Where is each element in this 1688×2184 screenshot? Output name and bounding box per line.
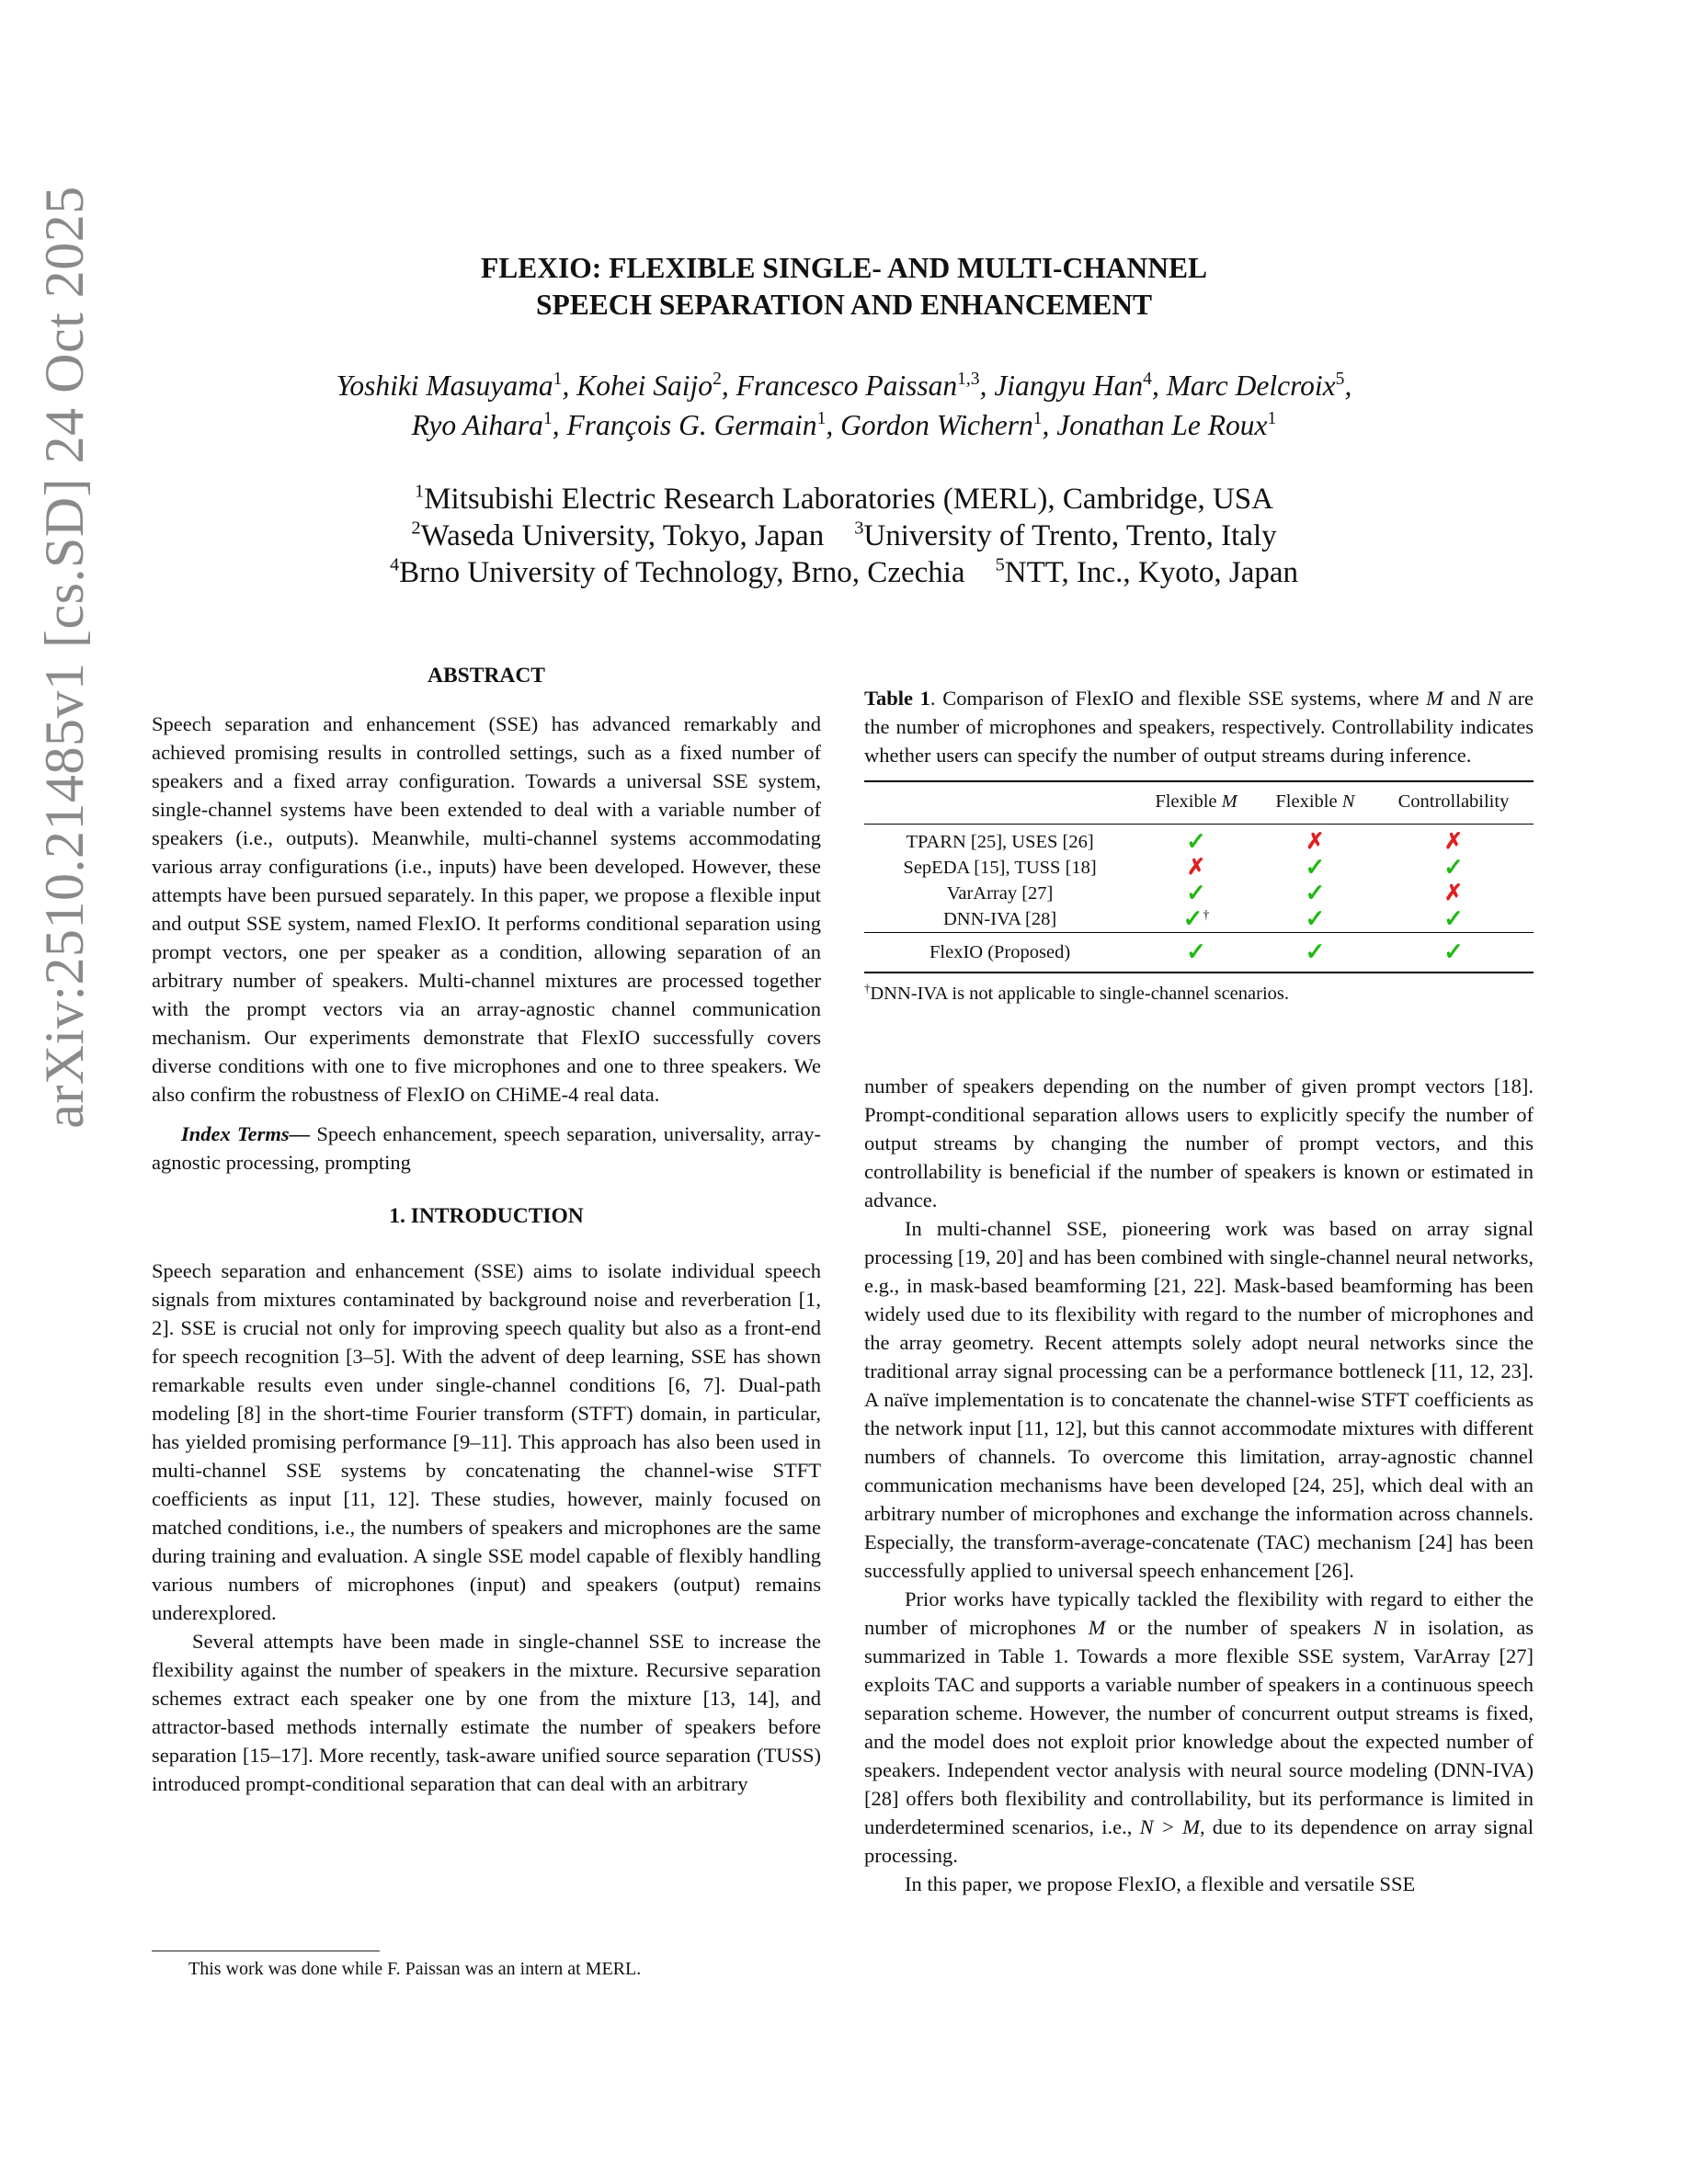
method-name: VarArray [27] (946, 883, 1054, 904)
affiliation-list (184, 481, 1504, 591)
arxiv-identifier: arXiv:2510.21485v1 [cs.SD] 24 Oct 2025 (34, 186, 95, 1129)
check-mark (1257, 906, 1374, 933)
method-name: FlexIO (Proposed) (930, 942, 1071, 962)
paragraph-text: , due to its dependence on array signal processing. (864, 1815, 1534, 1867)
abstract-heading: ABSTRACT (428, 664, 545, 688)
check-mark: ✓ (1443, 938, 1464, 965)
check-mark (1135, 906, 1257, 933)
caption-text: are the number of microphones and speakers, respectively. Controllability indicates whether users can specify the number of output streams during inference. (864, 687, 1534, 767)
author-affiliation-mark: 1 (1032, 408, 1043, 428)
separator: , (562, 370, 577, 402)
header-text: Flexible (1155, 791, 1222, 812)
method-name: TPARN [25], USES [26] (906, 832, 1094, 852)
table-header-row (864, 781, 1534, 825)
separator: , (979, 370, 995, 402)
check-mark (1135, 825, 1257, 856)
mark-symbol: ✓ (1182, 905, 1203, 932)
paragraph-text: Prior works have typically tackled the flexibility with regard to either the number of microphones (864, 1587, 1534, 1639)
separator: , (826, 409, 841, 441)
dagger-mark: † (1203, 908, 1210, 923)
table-row-proposed (864, 933, 1534, 973)
header-text: Flexible (1275, 791, 1342, 812)
table-caption (864, 684, 1534, 769)
author-affiliation-mark: 4 (1143, 369, 1152, 389)
header-flexible-m (1135, 781, 1257, 825)
author-affiliation-mark: 1 (1267, 408, 1277, 428)
check-mark (1257, 881, 1374, 906)
affiliation: Waseda University, Tokyo, Japan (420, 519, 825, 552)
title-line-2: SPEECH SEPARATION AND ENHANCEMENT (535, 289, 1153, 321)
header-controllability: Controllability (1397, 791, 1510, 812)
cross-mark (1374, 881, 1534, 906)
caption-var: M (1426, 687, 1443, 710)
footnote: This work was done while F. Paissan was an intern at MERL. (188, 1959, 642, 1979)
introduction-heading: 1. INTRODUCTION (389, 1204, 584, 1228)
author-affiliation-mark: 1 (553, 369, 563, 389)
author: Marc Delcroix (1166, 370, 1336, 402)
table-row (864, 855, 1534, 881)
table-note-text: DNN-IVA is not applicable to single-channel scenarios. (870, 984, 1289, 1004)
intro-paragraph-1: Speech separation and enhancement (SSE) aims to isolate individual speech signals from mixtures contaminated by background noise and reverberation [1, 2]. SSE is crucial not only for improving speech quality but also as a front-end for speech recognition [3–5]. With the advent of deep learning, SSE has shown remarkable results even under single-channel conditions [6, 7]. Dual-path modeling [8] in the short-time Fourier transform (STFT) domain, in particular, has yielded promising performance [9–11]. This approach has also been used in multi-channel SSE systems by concatenating the channel-wise STFT coefficients as input [11, 12]. These studies, however, mainly focused on matched conditions, i.e., the numbers of speakers and microphones are the same during training and evaluation. A single SSE model capable of flexibly handling various numbers of microphones (input) and speakers (output) remains underexplored. (152, 1259, 821, 1624)
intro-paragraph-2: Several attempts have been made in single-channel SSE to increase the flexibility against the number of speakers in the mixture. Recursive separation schemes extract each speaker one by one from the mixture [13, 14], and attractor-based methods internally estimate the number of speakers before separation [15–17]. More recently, task-aware unified source separation (TUSS) introduced prompt-conditional separation that can deal with an arbitrary (152, 1630, 821, 1795)
mark-symbol: ✓ (1443, 905, 1464, 932)
mark-symbol: ✓ (1305, 880, 1326, 906)
author: Kohei Saijo (576, 370, 713, 402)
affiliation: Mitsubishi Electric Research Laboratories (MERL), Cambridge, USA (424, 483, 1273, 516)
affiliation-number: 1 (415, 481, 425, 502)
table-proposed (864, 933, 1534, 973)
affiliation-line-2 (184, 518, 1504, 554)
table-caption-label: Table 1 (864, 687, 930, 710)
cross-mark (1257, 825, 1374, 856)
table-body (864, 825, 1534, 933)
author-affiliation-mark: 1 (542, 408, 553, 428)
separator: , (1042, 409, 1057, 441)
author-line-1 (138, 366, 1550, 405)
left-column (152, 662, 821, 1798)
paragraph-text: or the number of speakers (1105, 1616, 1374, 1639)
separator: , (1344, 370, 1352, 402)
mark-symbol: ✗ (1186, 856, 1206, 880)
caption-var: N (1487, 687, 1501, 710)
title-line-1: FLEXIO: FLEXIBLE SINGLE- AND MULTI-CHANNEL (481, 252, 1207, 284)
separator: , (721, 370, 736, 402)
index-terms (152, 1120, 821, 1177)
caption-text: . Comparison of FlexIO and flexible SSE systems, where (930, 687, 1427, 710)
index-terms-text: Speech enhancement, speech separation, universality, array-agnostic processing, prompting (152, 1122, 821, 1174)
header-var: M (1221, 791, 1237, 812)
check-mark (1374, 855, 1534, 881)
author: Jonathan Le Roux (1056, 409, 1268, 441)
check-mark (1257, 855, 1374, 881)
header-flexible-n (1257, 781, 1374, 825)
mark-symbol: ✓ (1186, 828, 1206, 855)
author-affiliation-mark: 5 (1335, 369, 1345, 389)
table-row (864, 881, 1534, 906)
table-block (864, 684, 1534, 1007)
author-affiliation-mark: 2 (713, 369, 722, 389)
mark-symbol: ✗ (1443, 830, 1464, 854)
table-row (864, 906, 1534, 933)
author: François G. Germain (566, 409, 817, 441)
method-name: DNN-IVA [28] (943, 909, 1057, 929)
right-paragraph-2: In multi-channel SSE, pioneering work was based on array signal processing [19, 20] and has been combined with single-channel neural networks, e.g., in mask-based beamforming [21, 22]. Mask-based beamforming has been widely used due to its flexibility with regard to the number of microphones and the array geometry. Recent attempts solely adopt neural networks since the traditional array signal processing can be a performance bottleneck [11, 12, 23]. A naïve implementation is to concatenate the channel-wise STFT coefficients as the network input [11, 12], but this cannot accommodate mixtures with different numbers of channels. To overcome this limitation, array-agnostic channel communication mechanisms have been developed [24, 25], which deal with an arbitrary number of microphones and exchange the information across channels. Especially, the transform-average-concatenate (TAC) mechanism [24] has been successfully applied to universal speech enhancement [26]. (864, 1217, 1534, 1582)
cross-mark (1374, 825, 1534, 856)
header-var: N (1341, 791, 1355, 812)
affiliation-number: 3 (854, 518, 864, 539)
right-paragraph-1: number of speakers depending on the number of given prompt vectors [18]. Prompt-conditional separation allows users to explicitly specify the number of output streams by changing the number of prompt vectors, and this controllability is beneficial if the number of speakers is known or estimated in advance. (864, 1075, 1534, 1211)
table-note (864, 981, 1534, 1007)
mark-symbol: ✓ (1186, 880, 1206, 906)
right-paragraph-4: In this paper, we propose FlexIO, a flexible and versatile SSE (905, 1872, 1416, 1895)
affiliation-line-3 (184, 554, 1504, 591)
check-mark: ✓ (1305, 938, 1326, 965)
right-column-text (864, 1072, 1534, 1898)
cross-mark (1135, 855, 1257, 881)
author-affiliation-mark: 1 (816, 408, 827, 428)
author: Ryo Aihara (411, 409, 543, 441)
separator: , (1151, 370, 1167, 402)
affiliation: NTT, Inc., Kyoto, Japan (1004, 556, 1299, 589)
mark-symbol: ✓ (1443, 854, 1464, 881)
paragraph-text: in isolation, as summarized in Table 1. Towards a more flexible SSE system, VarArray [27] exploits TAC and supports a variable number of speakers in a continuous speech separation scheme. However, the number of concurrent output streams is fixed, and the model does not exploit prior knowledge about the expected number of speakers. Independent vector analysis with neural source modeling (DNN-IVA) [28] offers both flexibility and controllability, but its performance is limited in underdetermined scenarios, i.e., (864, 1616, 1534, 1838)
mark-symbol: ✗ (1306, 830, 1325, 854)
affiliation-number: 5 (995, 554, 1005, 575)
math-var: N (1373, 1616, 1387, 1639)
author: Jiangyu Han (994, 370, 1144, 402)
check-mark (1135, 881, 1257, 906)
abstract-text: Speech separation and enhancement (SSE) has advanced remarkably and achieved promising results in controlled settings, such as a fixed number of speakers and a fixed array configuration. Towards a universal SSE system, single-channel systems have been extended to deal with a variable number of speakers (i.e., outputs). Meanwhile, multi-channel systems accommodating various array configurations (i.e., inputs) have been developed. However, these attempts have been pursued separately. In this paper, we propose a flexible input and output SSE system, named FlexIO. It performs conditional separation using prompt vectors, one per speaker as a condition, allowing separation of an arbitrary number of speakers. Multi-channel mixtures are processed together with the prompt vectors via an array-agnostic channel communication mechanism. Our experiments demonstrate that FlexIO successfully covers diverse conditions with one to five microphones and one to three speakers. We also confirm the robustness of FlexIO on CHiME-4 real data. (152, 712, 821, 1106)
affiliation-line-1 (184, 481, 1504, 518)
affiliation: Brno University of Technology, Brno, Czechia (399, 556, 965, 589)
mark-symbol: ✓ (1305, 854, 1326, 881)
author-affiliation-mark: 1,3 (957, 369, 980, 389)
affiliation: University of Trento, Trento, Italy (863, 519, 1277, 552)
paper-title (276, 250, 1412, 324)
math-var: M (1088, 1616, 1106, 1639)
author-list (138, 366, 1550, 445)
affiliation-number: 2 (411, 518, 421, 539)
comparison-table (864, 780, 1534, 973)
header-empty (864, 781, 1135, 825)
check-mark (1374, 906, 1534, 933)
author: Gordon Wichern (840, 409, 1033, 441)
separator: , (552, 409, 567, 441)
author: Francesco Paissan (736, 370, 958, 402)
author-line-2 (138, 405, 1550, 445)
mark-symbol: ✓ (1305, 905, 1326, 932)
table-row (864, 825, 1534, 856)
math-condition: N > M (1139, 1815, 1200, 1838)
dagger-mark: † (864, 982, 871, 995)
mark-symbol: ✗ (1443, 882, 1464, 905)
check-mark: ✓ (1186, 938, 1206, 965)
method-name: SepEDA [15], TUSS [18] (903, 858, 1097, 878)
index-terms-label: Index Terms— (181, 1122, 311, 1145)
caption-text: and (1443, 687, 1488, 710)
author: Yoshiki Masuyama (336, 370, 553, 402)
affiliation-number: 4 (389, 554, 400, 575)
right-paragraph-3 (864, 1585, 1534, 1870)
